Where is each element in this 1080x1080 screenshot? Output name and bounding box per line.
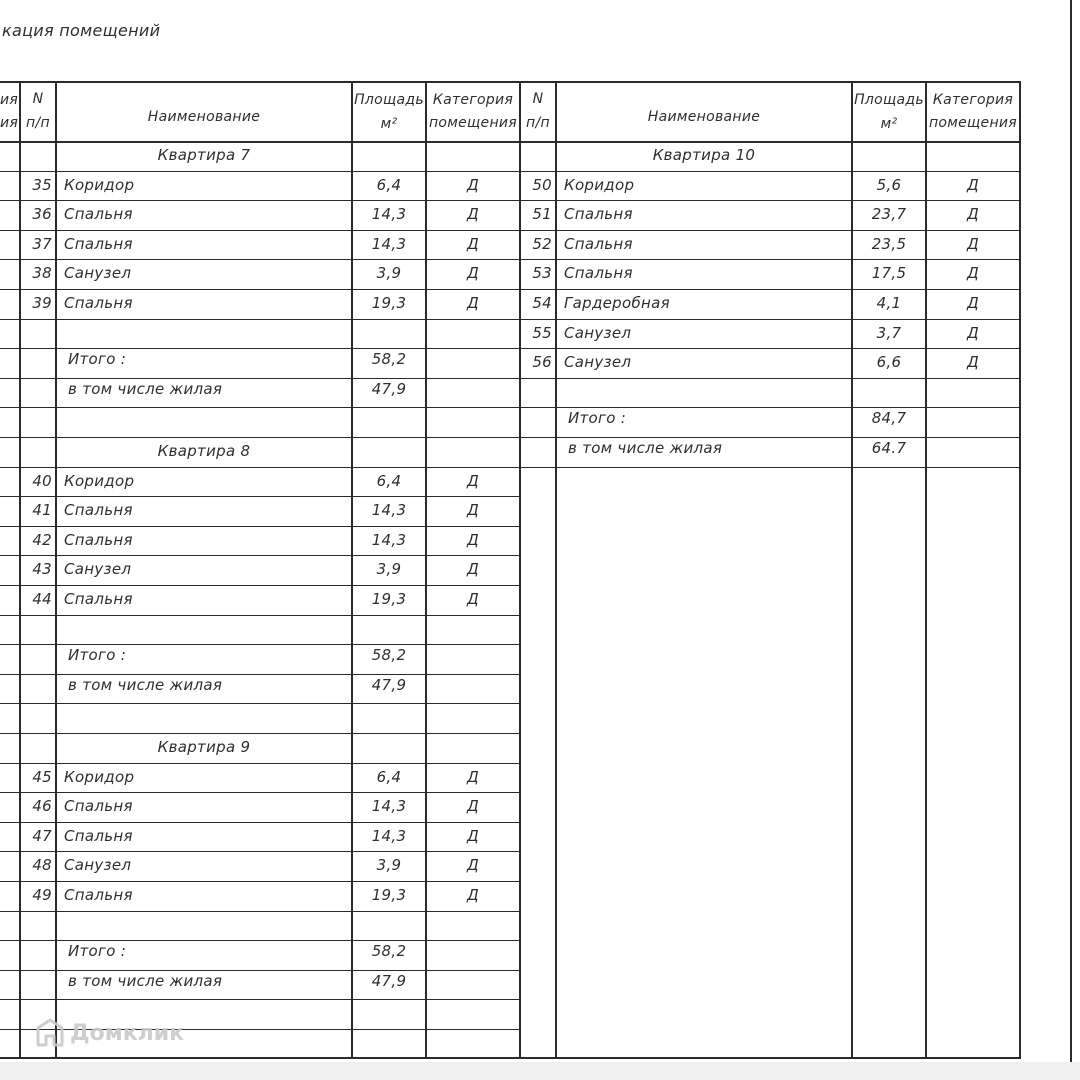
table-top-border (0, 81, 1020, 83)
room-area: 3,9 (376, 560, 402, 579)
room-area: 6,4 (376, 767, 402, 786)
room-number: 48 (32, 856, 52, 875)
section-title: Квартира 8 (157, 442, 251, 460)
header-category-bottom-left: помещения (428, 115, 518, 131)
header-area-bottom-right: м² (880, 116, 898, 132)
row-rule (0, 555, 520, 556)
header-num-top-left: N (32, 91, 44, 107)
room-category: Д (966, 205, 980, 224)
table-bottom-border (0, 1057, 1020, 1059)
room-number: 53 (532, 264, 552, 283)
row-rule (0, 200, 520, 201)
room-name: Спальня (64, 501, 133, 520)
header-name-left: Наименование (147, 109, 261, 125)
room-category: Д (466, 886, 480, 904)
header-num-bottom-right: п/п (526, 115, 550, 131)
room-number: 36 (32, 205, 52, 224)
header-num-bottom-left: п/п (26, 115, 50, 131)
room-number: 50 (532, 175, 552, 194)
total-label: Итого : (68, 350, 127, 369)
total-area: 58,2 (371, 942, 407, 961)
row-rule (0, 348, 520, 349)
row-rule (0, 792, 520, 793)
row-rule (0, 407, 520, 408)
row-rule (0, 526, 520, 527)
living-area: 47,9 (371, 675, 407, 694)
room-category: Д (466, 590, 480, 608)
room-name: Спальня (64, 530, 133, 549)
room-area: 14,3 (371, 234, 407, 253)
room-area: 5,6 (876, 175, 902, 194)
room-number: 39 (32, 294, 52, 312)
room-number: 51 (532, 205, 552, 224)
room-category: Д (966, 323, 980, 342)
room-name: Санузел (564, 353, 632, 372)
row-rule (0, 496, 520, 497)
header-category-top-right: Категория (932, 92, 1014, 108)
header-category-bottom-right: помещения (928, 115, 1018, 131)
room-number: 47 (32, 826, 52, 845)
room-name: Коридор (64, 175, 135, 194)
living-label: в том числе жилая (68, 379, 223, 398)
total-area: 84,7 (871, 409, 907, 428)
total-area: 58,2 (371, 350, 407, 369)
row-rule (0, 763, 520, 764)
row-rule (0, 259, 520, 260)
total-area: 58,2 (371, 646, 407, 665)
header-category-top-left: Категория (432, 92, 514, 108)
room-area: 3,7 (876, 323, 902, 342)
room-number: 42 (32, 530, 52, 549)
room-number: 56 (532, 353, 552, 372)
room-number: 43 (32, 560, 52, 579)
watermark-text: Домклик (70, 1020, 185, 1046)
room-name: Спальня (64, 590, 133, 608)
room-category: Д (966, 353, 980, 372)
row-rule (0, 615, 520, 616)
row-rule (0, 822, 520, 823)
row-rule (520, 171, 1020, 172)
room-area: 3,9 (376, 856, 402, 875)
room-name: Спальня (64, 886, 133, 904)
room-category: Д (466, 501, 480, 520)
room-category: Д (466, 175, 480, 194)
bottom-band (0, 1062, 1080, 1080)
room-number: 40 (32, 471, 52, 490)
row-rule (0, 171, 520, 172)
room-number: 35 (32, 175, 52, 194)
room-area: 23,5 (871, 234, 907, 253)
room-area: 19,3 (371, 886, 407, 904)
room-number: 38 (32, 264, 52, 283)
section-title: Квартира 9 (157, 738, 251, 756)
row-rule (520, 289, 1020, 290)
room-area: 6,4 (376, 471, 402, 490)
room-number: 54 (532, 294, 552, 312)
room-category: Д (466, 560, 480, 579)
row-rule (520, 407, 1020, 408)
room-name: Спальня (64, 234, 133, 253)
room-category: Д (466, 826, 480, 845)
column-rule (925, 81, 927, 1059)
room-area: 23,7 (871, 205, 907, 224)
row-rule (0, 999, 520, 1000)
row-rule (0, 940, 520, 941)
column-rule (555, 81, 557, 1059)
living-area: 47,9 (371, 379, 407, 398)
room-category: Д (466, 205, 480, 224)
room-name: Санузел (64, 856, 132, 875)
row-rule (520, 200, 1020, 201)
room-number: 49 (32, 886, 52, 904)
row-rule (520, 230, 1020, 231)
room-number: 44 (32, 590, 52, 608)
row-rule (0, 437, 520, 438)
row-rule (0, 230, 520, 231)
room-area: 14,3 (371, 205, 407, 224)
header-area-top-left: Площадь (354, 92, 424, 108)
header-area-top-right: Площадь (854, 92, 924, 108)
watermark (36, 1018, 184, 1048)
room-name: Коридор (64, 767, 135, 786)
room-category: Д (466, 234, 480, 253)
header-cut-col-bottom: ия (0, 115, 19, 131)
row-rule (0, 851, 520, 852)
room-name: Спальня (564, 234, 633, 253)
room-name: Спальня (64, 294, 133, 312)
room-area: 17,5 (871, 264, 907, 283)
room-category: Д (966, 264, 980, 283)
room-number: 52 (532, 234, 552, 253)
total-label: Итого : (568, 409, 627, 428)
room-category: Д (966, 294, 980, 312)
room-area: 14,3 (371, 501, 407, 520)
row-rule (520, 348, 1020, 349)
row-rule (0, 881, 520, 882)
room-category: Д (466, 530, 480, 549)
room-name: Санузел (564, 323, 632, 342)
header-area-bottom-left: м² (380, 116, 398, 132)
room-name: Коридор (64, 471, 135, 490)
row-rule (520, 437, 1020, 438)
header-cut-col-top: ия (0, 92, 19, 108)
room-name: Санузел (64, 264, 132, 283)
room-category: Д (966, 234, 980, 253)
house-logo-icon (36, 1018, 64, 1048)
row-rule (520, 319, 1020, 320)
row-rule (0, 289, 520, 290)
room-number: 45 (32, 767, 52, 786)
room-number: 37 (32, 234, 52, 253)
room-category: Д (466, 856, 480, 875)
header-num-top-right: N (532, 91, 544, 107)
room-area: 4,1 (876, 294, 902, 312)
living-area: 64.7 (871, 439, 907, 457)
header-name-right: Наименование (647, 109, 761, 125)
room-name: Коридор (564, 175, 635, 194)
room-category: Д (466, 797, 480, 816)
room-category: Д (466, 294, 480, 312)
room-name: Спальня (64, 826, 133, 845)
row-rule (0, 703, 520, 704)
total-label: Итого : (68, 646, 127, 665)
row-rule (0, 644, 520, 645)
living-label: в том числе жилая (68, 675, 223, 694)
row-rule (520, 259, 1020, 260)
row-rule (0, 733, 520, 734)
room-area: 14,3 (371, 530, 407, 549)
row-rule (0, 585, 520, 586)
row-rule (520, 378, 1020, 379)
room-category: Д (966, 175, 980, 194)
header-bottom-border (0, 141, 1020, 143)
room-name: Гардеробная (564, 294, 670, 312)
total-label: Итого : (68, 942, 127, 961)
room-area: 14,3 (371, 826, 407, 845)
row-rule (0, 319, 520, 320)
room-name: Спальня (64, 205, 133, 224)
column-rule (1019, 81, 1021, 1059)
living-area: 47,9 (371, 971, 407, 990)
room-area: 14,3 (371, 797, 407, 816)
room-area: 19,3 (371, 590, 407, 608)
column-rule (851, 81, 853, 1059)
row-rule (0, 467, 520, 468)
room-name: Спальня (564, 205, 633, 224)
room-category: Д (466, 767, 480, 786)
room-number: 55 (532, 323, 552, 342)
living-label: в том числе жилая (568, 439, 723, 457)
section-title: Квартира 7 (157, 146, 251, 164)
room-number: 41 (32, 501, 52, 520)
room-area: 3,9 (376, 264, 402, 283)
room-name: Санузел (64, 560, 132, 579)
row-rule (0, 911, 520, 912)
room-category: Д (466, 264, 480, 283)
room-name: Спальня (564, 264, 633, 283)
room-category: Д (466, 471, 480, 490)
section-title: Квартира 10 (652, 146, 756, 164)
room-area: 19,3 (371, 294, 407, 312)
sheet-title: кация помещений (2, 21, 161, 40)
column-rule (55, 81, 57, 1059)
room-area: 6,4 (376, 175, 402, 194)
living-label: в том числе жилая (68, 971, 223, 990)
room-name: Спальня (64, 797, 133, 816)
room-area: 6,6 (876, 353, 902, 372)
row-rule (520, 467, 1020, 468)
page-edge (1070, 0, 1072, 1062)
room-number: 46 (32, 797, 52, 816)
